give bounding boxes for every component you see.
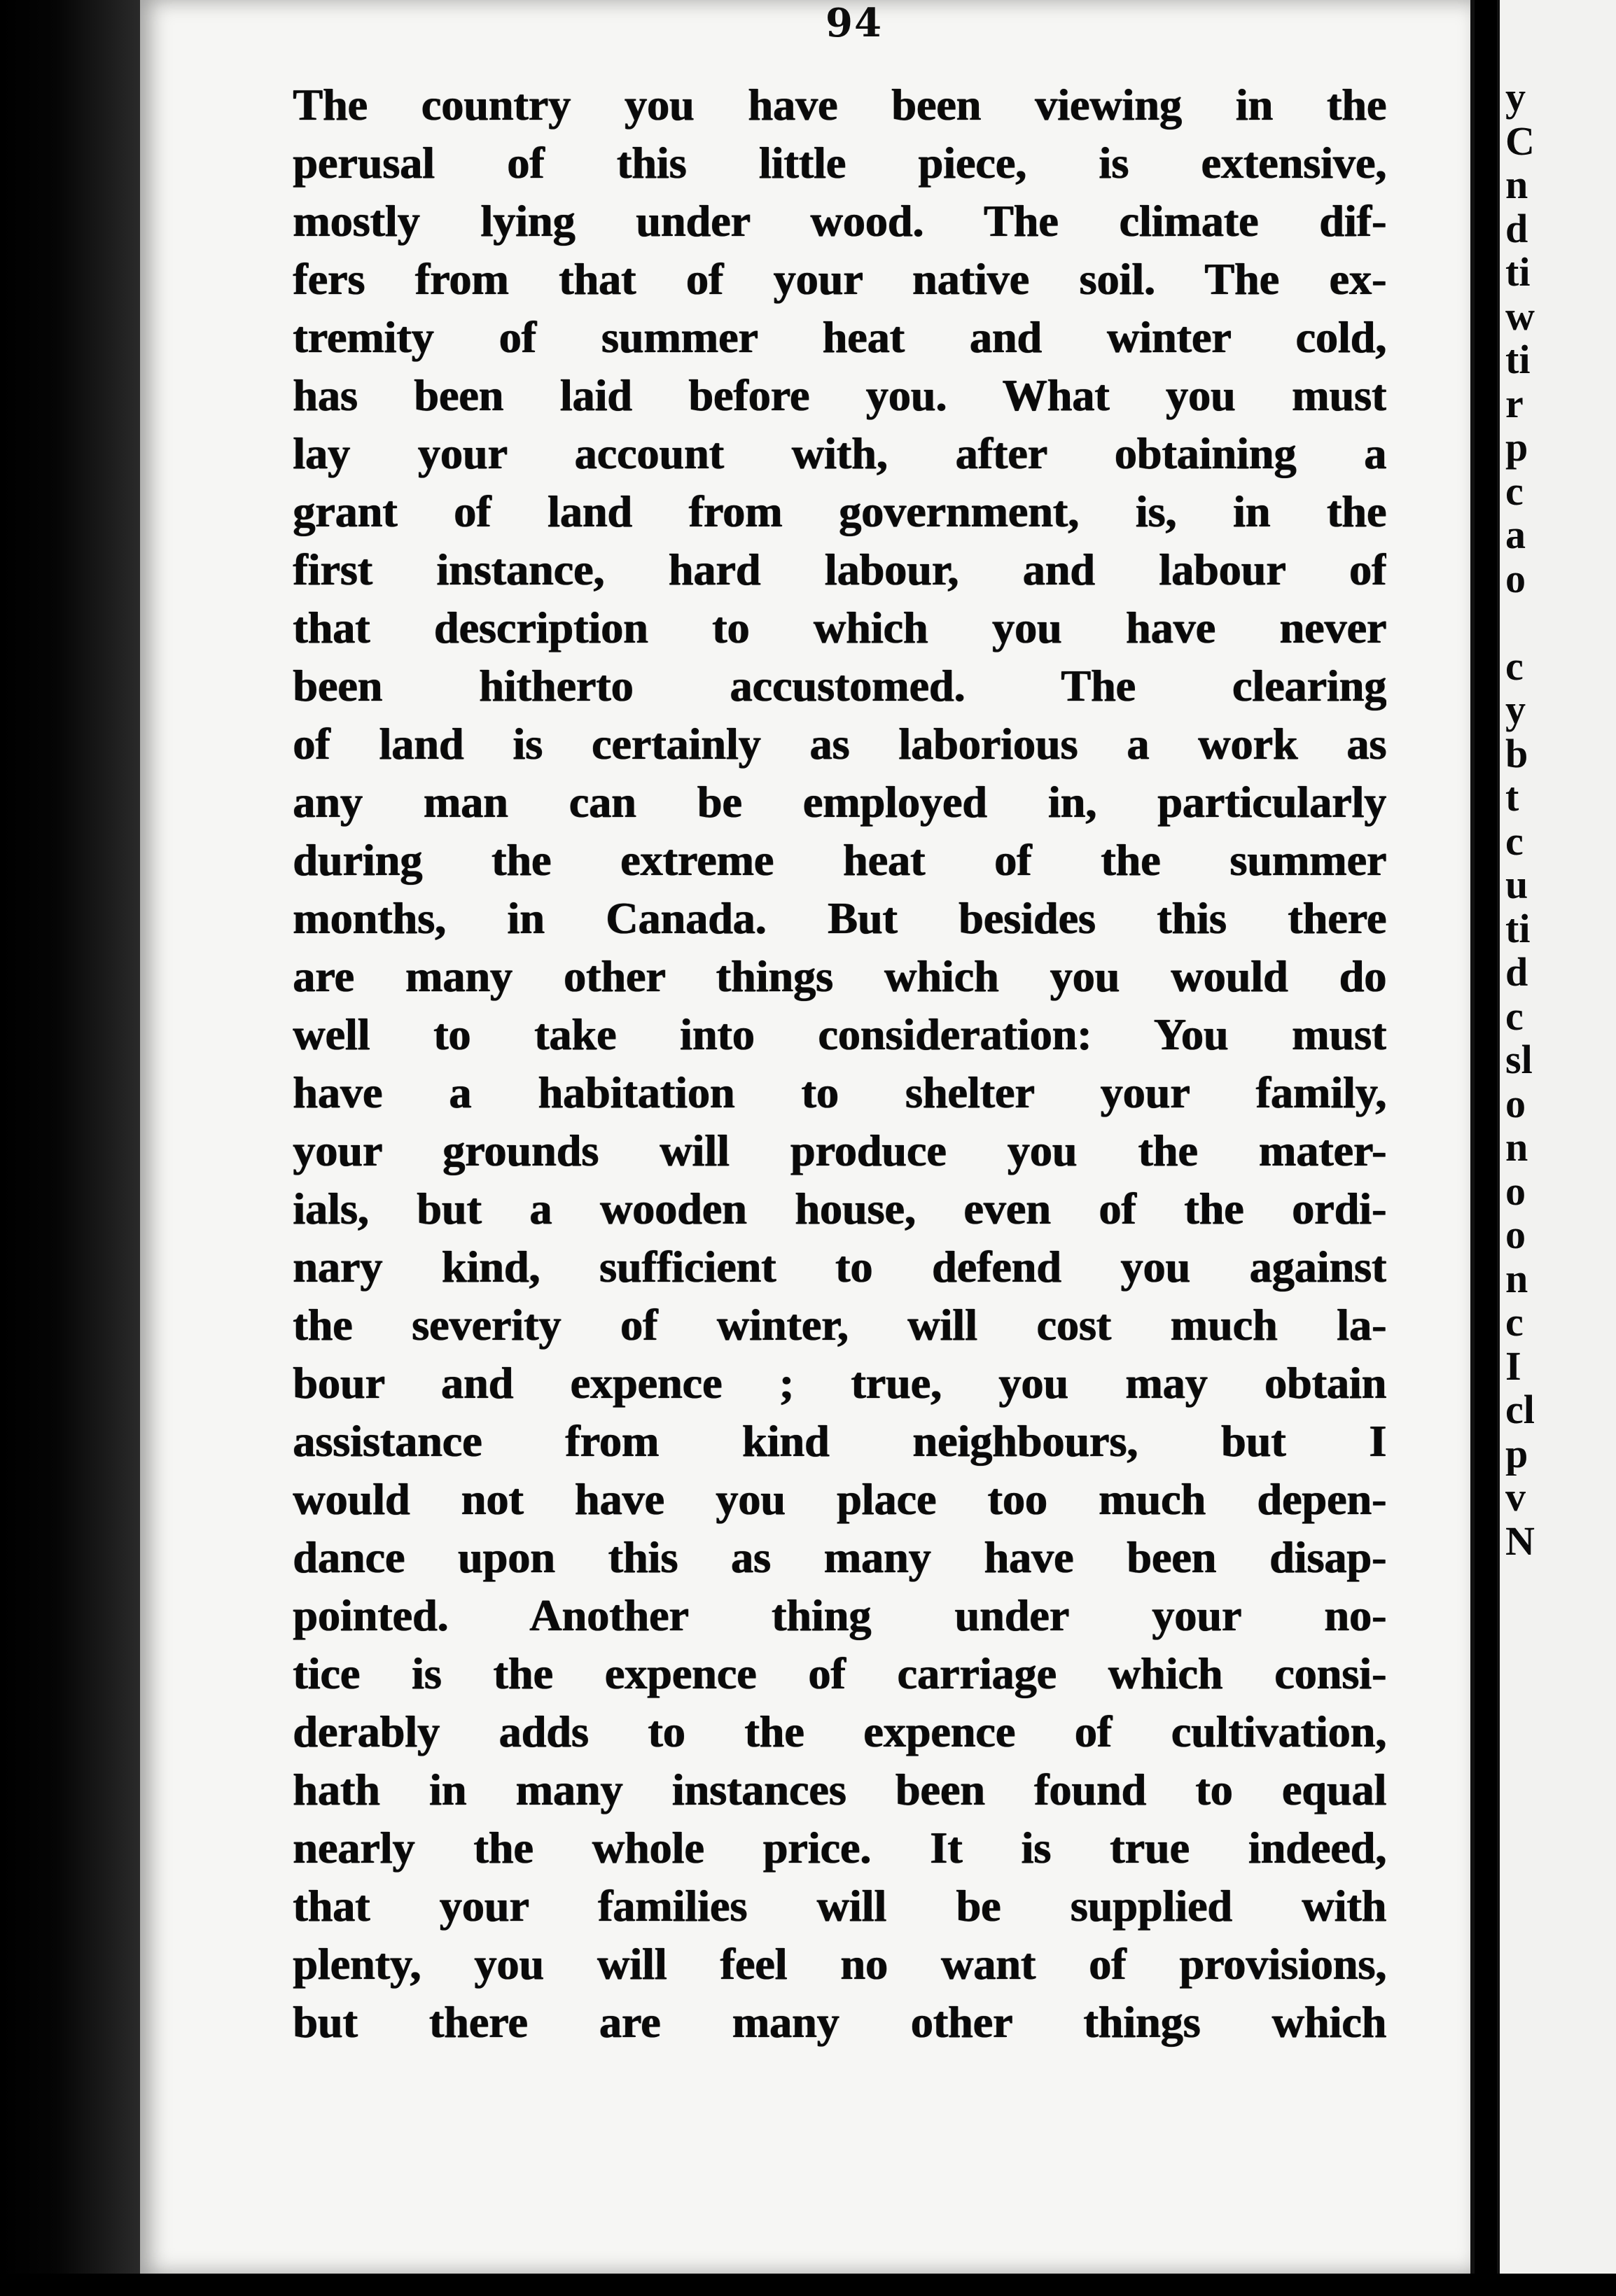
text-line: months, in Canada. But besides this there [293, 893, 1386, 943]
facing-line-fragment: b [1505, 732, 1528, 776]
facing-line-fragment: N [1505, 1519, 1535, 1563]
facing-line-fragment: o [1505, 1169, 1526, 1213]
text-line: lay your account with, after obtaining a [293, 428, 1386, 478]
facing-line-fragment: d [1505, 206, 1528, 251]
text-line: the severity of winter, will cost much la- [293, 1300, 1386, 1350]
facing-line-fragment: p [1505, 426, 1528, 470]
text-line: fers from that of your native soil. The ex- [293, 254, 1386, 304]
text-line: dance upon this as many have been disap- [293, 1532, 1386, 1582]
text-line: has been laid before you. What you must [293, 370, 1386, 420]
facing-line-fragment: C [1505, 119, 1535, 163]
facing-page-text [1505, 76, 1616, 1563]
facing-line-fragment: y [1505, 76, 1526, 120]
facing-line-fragment: d [1505, 951, 1528, 995]
facing-line-fragment: ti [1505, 251, 1531, 295]
facing-line-fragment: o [1505, 1082, 1526, 1126]
text-line: assistance from kind neighbours, but I [293, 1416, 1386, 1466]
text-line: any man can be employed in, particularly [293, 777, 1386, 827]
text-line: have a habitation to shelter your family, [293, 1068, 1386, 1117]
text-line: your grounds will produce you the mater- [293, 1126, 1386, 1175]
binding-gutter [0, 0, 140, 2296]
text-line: hath in many instances been found to equal [293, 1765, 1386, 1814]
facing-line-fragment: ti [1505, 906, 1531, 951]
text-line: well to take into consideration: You must [293, 1009, 1386, 1059]
text-line: derably adds to the expence of cultivation, [293, 1707, 1386, 1756]
text-line: are many other things which you would do [293, 951, 1386, 1001]
text-line: pointed. Another thing under your no- [293, 1590, 1386, 1640]
text-line: tice is the expence of carriage which consi- [293, 1648, 1386, 1698]
facing-line-fragment: o [1505, 1213, 1526, 1257]
facing-line-fragment: y [1505, 688, 1526, 732]
facing-line-fragment: v [1505, 1476, 1526, 1520]
facing-line-fragment: c [1505, 994, 1524, 1038]
facing-line-fragment: u [1505, 863, 1528, 907]
facing-line-fragment: c [1505, 819, 1524, 863]
scan-border [0, 2274, 1616, 2296]
facing-line-fragment: n [1505, 1126, 1528, 1170]
text-line: that description to which you have never [293, 603, 1386, 652]
text-line: perusal of this little piece, is extensive, [293, 138, 1386, 188]
facing-line-fragment: cl [1505, 1388, 1535, 1432]
facing-line-fragment: r [1505, 382, 1524, 426]
facing-line-fragment: o [1505, 556, 1526, 601]
facing-line-fragment: a [1505, 513, 1526, 557]
facing-line-fragment: n [1505, 1256, 1528, 1301]
facing-line-fragment: c [1505, 1301, 1524, 1345]
text-line: grant of land from government, is, in the [293, 486, 1386, 536]
text-line: ials, but a wooden house, even of the ordi- [293, 1184, 1386, 1233]
facing-line-fragment: p [1505, 1432, 1528, 1476]
text-line: nearly the whole price. It is true indeed, [293, 1823, 1386, 1872]
facing-line-fragment: c [1505, 644, 1524, 688]
text-line: but there are many other things which [293, 1997, 1386, 2047]
facing-line-fragment: I [1505, 1344, 1521, 1388]
text-line: first instance, hard labour, and labour of [293, 545, 1386, 594]
facing-line-fragment: ti [1505, 338, 1531, 382]
facing-line-fragment: t [1505, 776, 1519, 820]
facing-line-fragment [1505, 601, 1616, 645]
text-line: would not have you place too much depen- [293, 1474, 1386, 1524]
text-line: that your families will be supplied with [293, 1881, 1386, 1931]
text-line: during the extreme heat of the summer [293, 835, 1386, 885]
page-number: 94 [826, 0, 883, 46]
text-line: mostly lying under wood. The climate dif- [293, 196, 1386, 246]
text-line: bour and expence ; true, you may obtain [293, 1358, 1386, 1408]
text-line: been hitherto accustomed. The clearing [293, 661, 1386, 710]
text-line: of land is certainly as laborious a work as [293, 719, 1386, 769]
text-line: nary kind, sufficient to defend you against [293, 1242, 1386, 1292]
text-line: plenty, you will feel no want of provisions, [293, 1939, 1386, 1989]
body-text [293, 76, 1386, 2051]
facing-line-fragment: c [1505, 469, 1524, 513]
facing-line-fragment: w [1505, 294, 1535, 338]
facing-line-fragment: n [1505, 163, 1528, 207]
text-line: The country you have been viewing in the [293, 80, 1386, 130]
text-line: tremity of summer heat and winter cold, [293, 312, 1386, 362]
facing-line-fragment: sl [1505, 1038, 1533, 1082]
